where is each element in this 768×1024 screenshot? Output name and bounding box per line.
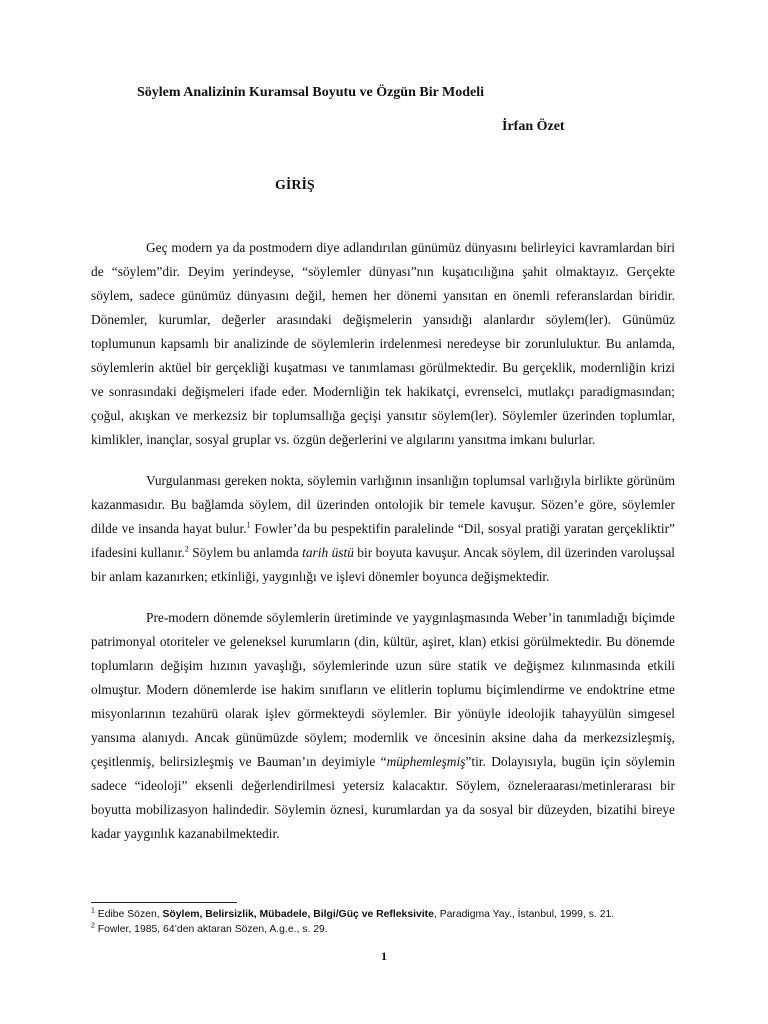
footnote xyxy=(91,922,681,937)
section-heading: GİRİŞ xyxy=(275,178,315,193)
footnote xyxy=(91,907,681,922)
emphasized-text: tarih üstü xyxy=(302,545,354,560)
footnote-text: Fowler, 1985, 64’den aktaran Sözen, A.g.e., s. 29. xyxy=(94,924,328,935)
paragraph-text: Söylem bu anlamda xyxy=(188,545,303,560)
footnote-text: , Paradigma Yay., İstanbul, 1999, s. 21. xyxy=(433,909,615,920)
footnote-divider xyxy=(91,902,237,903)
footnote-ref[interactable]: 2 xyxy=(184,544,189,554)
emphasized-text: müphemleşmiş xyxy=(386,754,466,769)
paragraph-text: Vurgulanması gereken nokta, söylemin varlığının insanlığın toplumsal varlığıyla birlikte görünüm kazanmasıdır. Bu bağlamda söylem, dil üzerinden ontolojik bir temele kavuşur. Sözen’e göre, söylemler dilde ve insanda hayat bulur. xyxy=(91,473,675,536)
footnote-number: 2 xyxy=(91,922,95,930)
author-name: İrfan Özet xyxy=(502,119,565,134)
body-text xyxy=(91,236,675,846)
paragraph-text: bir boyuta kavuşur. Ancak söylem, dil üzerinden varoluşsal bir anlam kazanırken; etkinliği, yaygınlığı ve işlevi dönemler boyunca değişmektedir. xyxy=(91,545,675,584)
document-title: Söylem Analizinin Kuramsal Boyutu ve Özgün Bir Modeli xyxy=(137,85,485,100)
footnotes xyxy=(91,907,681,937)
paragraph xyxy=(91,606,675,846)
paragraph xyxy=(91,469,675,589)
paragraph-text: Fowler’da bu pespektifin paralelinde “Dil, sosyal pratiği yaratan gerçekliktir” ifadesini kullanır. xyxy=(91,521,675,560)
paragraph-text: Geç modern ya da postmodern diye adlandırılan günümüz dünyasını belirleyici kavramlardan biri de “söylem”dir. Deyim yerindeyse, “söylemler dünyası”nın kuşatıcılığına şahit olmaktayız. Gerçekte söylem, sadece günümüz dünyasını değil, hemen her dönemi yansıtan en önemli referanslardan biridir. Dönemler, kurumlar, değerler arasındaki değişmelerin yansıdığı alanlardır söylem(ler). Günümüz toplumunun kapsamlı bir analizinde de söylemlerin irdelenmesi neredeyse bir zorunluluktur. Bu anlamda, söylemlerin aktüel bir gerçekliği kuşatması ve tanımlaması görülmektedir. Bu gerçeklik, modernliğin krizi ve sonrasındaki değişmeleri ifade eder. Modernliğin tek hakikatçi, evrenselci, mutlakçı paradigmasından; çoğul, akışkan ve merkezsiz bir toplumsallığa geçişi yansıtır söylem(ler). Söylemler üzerinden toplumlar, kimlikler, inançlar, sosyal gruplar vs. özgün değerlerini ve algılarını yansıtma imkanı bulurlar. xyxy=(91,240,675,447)
footnote-text: Edibe Sözen, xyxy=(94,909,163,920)
paragraph-text: Pre-modern dönemde söylemlerin üretiminde ve yaygınlaşmasında Weber’in tanımladığı biçimde patrimonyal otoriteler ve geleneksel kurumların (din, kültür, aşiret, klan) etkisi görülmektedir. Bu dönemde toplumların değişim hızının yavaşlığı, söylemlerinde uzun süre statik ve değişmez kılınmasında etkili olmuştur. Modern dönemlerde ise hakim sınıfların ve elitlerin toplumu biçimlendirme ve endoktrine etme misyonlarının tezahürü olarak işlev görmekteydi söylemler. Bir yönüyle ideolojik tahayyülün simgesel yansıma alanıydı. Ancak günümüzde söylem; modernlik ve öncesinin aksine daha da merkezsizleşmiş, çeşitlenmiş, belirsizleşmiş ve Bauman’ın deyimiyle “ xyxy=(91,610,675,769)
footnote-book-title: Söylem, Belirsizlik, Mübadele, Bilgi/Güç ve Refleksivite xyxy=(162,909,434,920)
paragraph xyxy=(91,236,675,452)
paragraph-text: ”tir. Dolayısıyla, bugün için söylemin sadece “ideoloji” eksenli değerlendirilmesi yetersiz kalacaktır. Söylem, özneleraarası/metinlerarası bir boyutta mobilizasyon halindedir. Söylemin öznesi, kurumlardan ya da sosyal bir düzeyden, bizatihi bireye kadar yaygınlık kazanabilmektedir. xyxy=(91,754,675,841)
footnote-number: 1 xyxy=(91,907,95,915)
footnote-ref[interactable]: 1 xyxy=(246,520,251,530)
page-number: 1 xyxy=(381,949,387,963)
